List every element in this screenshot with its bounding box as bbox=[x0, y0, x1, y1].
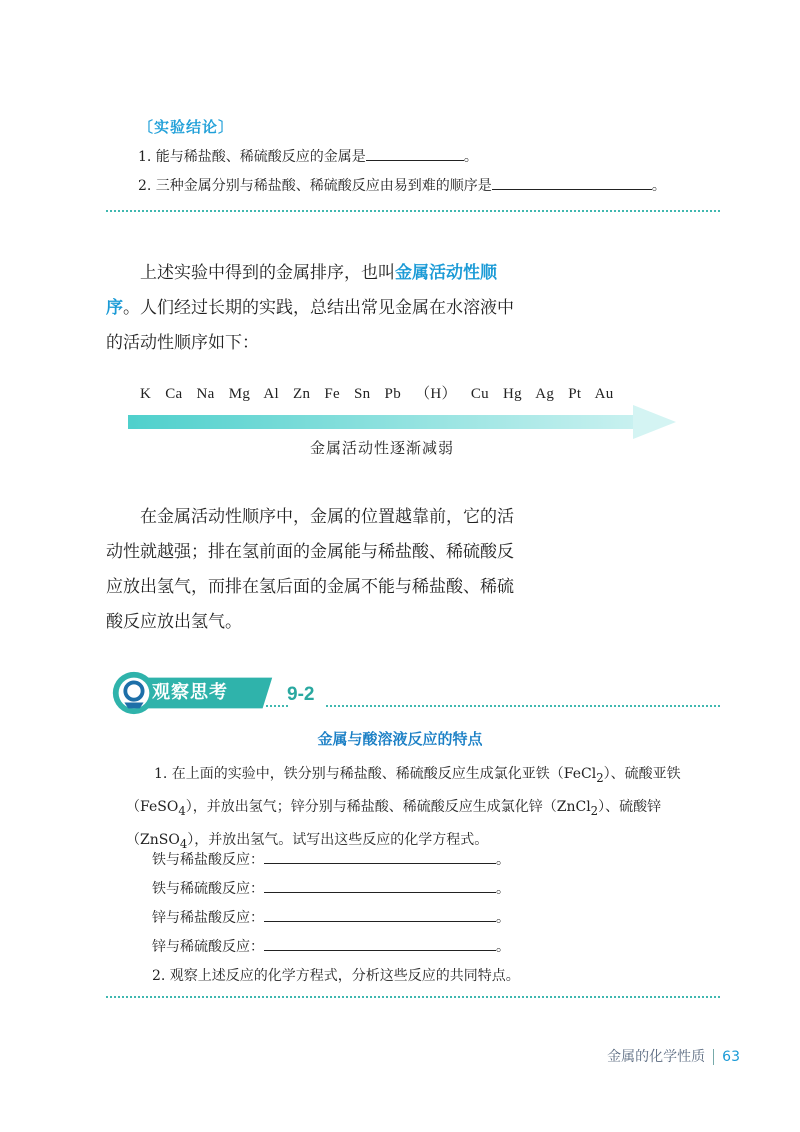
equation-row: 锌与稀盐酸反应： 。 bbox=[152, 904, 510, 933]
metal-symbol: K bbox=[140, 386, 152, 402]
equation-row: 铁与稀盐酸反应： 。 bbox=[152, 846, 510, 875]
metal-symbol: Pt bbox=[568, 386, 582, 402]
observe-question-2: 2. 观察上述反应的化学方程式，分析这些反应的共同特点。 bbox=[152, 968, 520, 984]
answer-blank[interactable] bbox=[264, 878, 496, 893]
metal-symbol: Au bbox=[594, 386, 614, 402]
observe-number: 9-2 bbox=[287, 684, 315, 705]
paragraph-activity-explanation: 在金属活动性顺序中，金属的位置越靠前，它的活动性就越强；排在氢前面的金属能与稀盐酸、稀硫酸反应放出氢气，而排在氢后面的金属不能与稀盐酸、稀硫酸反应放出氢气。 bbox=[106, 507, 514, 632]
chapter-title: 金属的化学性质 bbox=[607, 1049, 706, 1065]
metal-activity-series bbox=[140, 382, 614, 403]
conclusion-question-2: 2. 三种金属分别与稀盐酸、稀硫酸反应由易到难的顺序是 。 bbox=[138, 175, 666, 196]
answer-blank[interactable] bbox=[264, 907, 496, 922]
answer-blank[interactable] bbox=[264, 936, 496, 951]
metal-symbol: Pb bbox=[384, 386, 401, 402]
metal-symbol: Sn bbox=[354, 386, 371, 402]
answer-blank[interactable] bbox=[492, 175, 652, 190]
conclusion-question-1: 1. 能与稀盐酸、稀硫酸反应的金属是 。 bbox=[138, 146, 478, 167]
metal-symbol: Cu bbox=[470, 386, 489, 402]
answer-blank[interactable] bbox=[264, 849, 496, 864]
footer-separator bbox=[713, 1049, 714, 1065]
observe-label: 观察思考 bbox=[152, 682, 228, 703]
dotted-divider bbox=[106, 996, 720, 998]
dotted-divider bbox=[326, 705, 720, 707]
answer-blank[interactable] bbox=[366, 146, 464, 161]
metal-symbol: Ca bbox=[165, 386, 183, 402]
metal-symbol: Hg bbox=[503, 386, 522, 402]
dotted-divider bbox=[106, 210, 720, 212]
section-subtitle: 金属与酸溶液反应的特点 bbox=[317, 730, 483, 748]
conclusion-title: 〔实验结论〕 bbox=[138, 118, 235, 136]
dotted-divider bbox=[266, 705, 288, 707]
metal-symbol: Zn bbox=[293, 386, 311, 402]
metal-symbol: Na bbox=[196, 386, 215, 402]
arrow-caption: 金属活动性逐渐减弱 bbox=[310, 439, 455, 457]
highlight-term: 金属活动性顺序 bbox=[106, 263, 497, 318]
metal-symbol: Mg bbox=[228, 386, 251, 402]
equation-row: 锌与稀硫酸反应： 。 bbox=[152, 933, 510, 962]
metal-symbol: （H） bbox=[415, 386, 457, 402]
metal-symbol: Al bbox=[263, 386, 279, 402]
page-footer bbox=[607, 1046, 740, 1066]
equation-rows bbox=[152, 846, 510, 962]
decreasing-activity-arrow bbox=[128, 405, 676, 439]
metal-symbol: Ag bbox=[535, 386, 555, 402]
paragraph-activity-intro: 上述实验中得到的金属排序，也叫金属活动性顺序。人们经过长期的实践，总结出常见金属在水溶液中的活动性顺序如下： bbox=[106, 263, 514, 353]
equation-row: 铁与稀硫酸反应： 。 bbox=[152, 875, 510, 904]
page-number: 63 bbox=[722, 1049, 740, 1065]
observe-question-1: 1. 在上面的实验中，铁分别与稀盐酸、稀硫酸反应生成氯化亚铁（FeCl$_2$）、硫酸亚铁（FeSO$_4$），并放出氢气；锌分别与稀盐酸、稀硫酸反应生成氯化锌（ZnCl$_2$）、硫酸锌（ZnSO$_4$），并放出氢气。试写出这些反应的化学方程式。 bbox=[126, 766, 681, 851]
metal-symbol: Fe bbox=[324, 386, 340, 402]
